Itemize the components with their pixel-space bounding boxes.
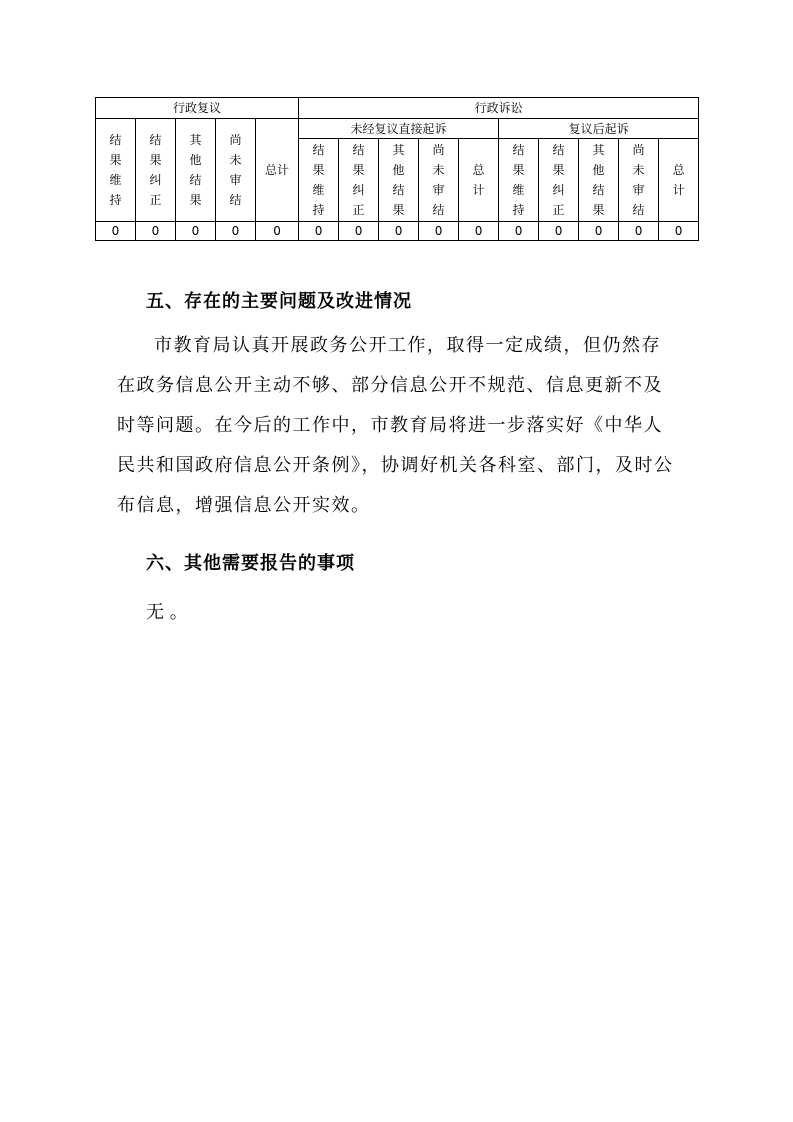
direct-other-header: 其他结果 (379, 139, 419, 222)
review-corrected-header: 结果纠正 (136, 119, 176, 222)
table-cell: 0 (459, 222, 499, 241)
direct-corrected-header: 结果纠正 (339, 139, 379, 222)
section-6-heading: 六、其他需要报告的事项 (146, 553, 355, 574)
admin-review-header: 行政复议 (96, 98, 299, 119)
review-pending-header: 尚未审结 (216, 119, 256, 222)
table-cell: 0 (539, 222, 579, 241)
review-total-header: 总计 (256, 119, 299, 222)
after-maintained-header: 结果维持 (499, 139, 539, 222)
table-cell: 0 (379, 222, 419, 241)
direct-suit-header: 未经复议直接起诉 (299, 119, 499, 139)
table-cell: 0 (419, 222, 459, 241)
table-cell: 0 (499, 222, 539, 241)
review-other-header: 其他结果 (176, 119, 216, 222)
after-review-header: 复议后起诉 (499, 119, 699, 139)
table-cell: 0 (619, 222, 659, 241)
section-5-paragraph: 市教育局认真开展政务公开工作，取得一定成绩，但仍然存在政务信息公开主动不够、部分信息公开不规范、信息更新不及时等问题。在今后的工作中，市教育局将进一步落实好《中华人民共和国政府信息公开条例》，协调好机关各科室、部门，及时公布信息，增强信息公开实效。 (117, 335, 674, 516)
after-corrected-header: 结果纠正 (539, 139, 579, 222)
table-cell: 0 (299, 222, 339, 241)
table-cell: 0 (136, 222, 176, 241)
table-cell: 0 (176, 222, 216, 241)
review-maintained-header: 结果维持 (96, 119, 136, 222)
direct-maintained-header: 结果维持 (299, 139, 339, 222)
direct-total-header: 总计 (459, 139, 499, 222)
section-5-heading: 五、存在的主要问题及改进情况 (146, 291, 412, 312)
table-cell: 0 (339, 222, 379, 241)
admin-litigation-header: 行政诉讼 (299, 98, 699, 119)
review-litigation-table (95, 97, 699, 241)
table-row (96, 222, 699, 241)
after-total-header: 总计 (659, 139, 699, 222)
after-pending-header: 尚未审结 (619, 139, 659, 222)
table-cell: 0 (256, 222, 299, 241)
direct-pending-header: 尚未审结 (419, 139, 459, 222)
table-cell: 0 (579, 222, 619, 241)
table-cell: 0 (96, 222, 136, 241)
table-cell: 0 (216, 222, 256, 241)
table-cell: 0 (659, 222, 699, 241)
section-6-paragraph: 无 。 (146, 602, 188, 623)
after-other-header: 其他结果 (579, 139, 619, 222)
